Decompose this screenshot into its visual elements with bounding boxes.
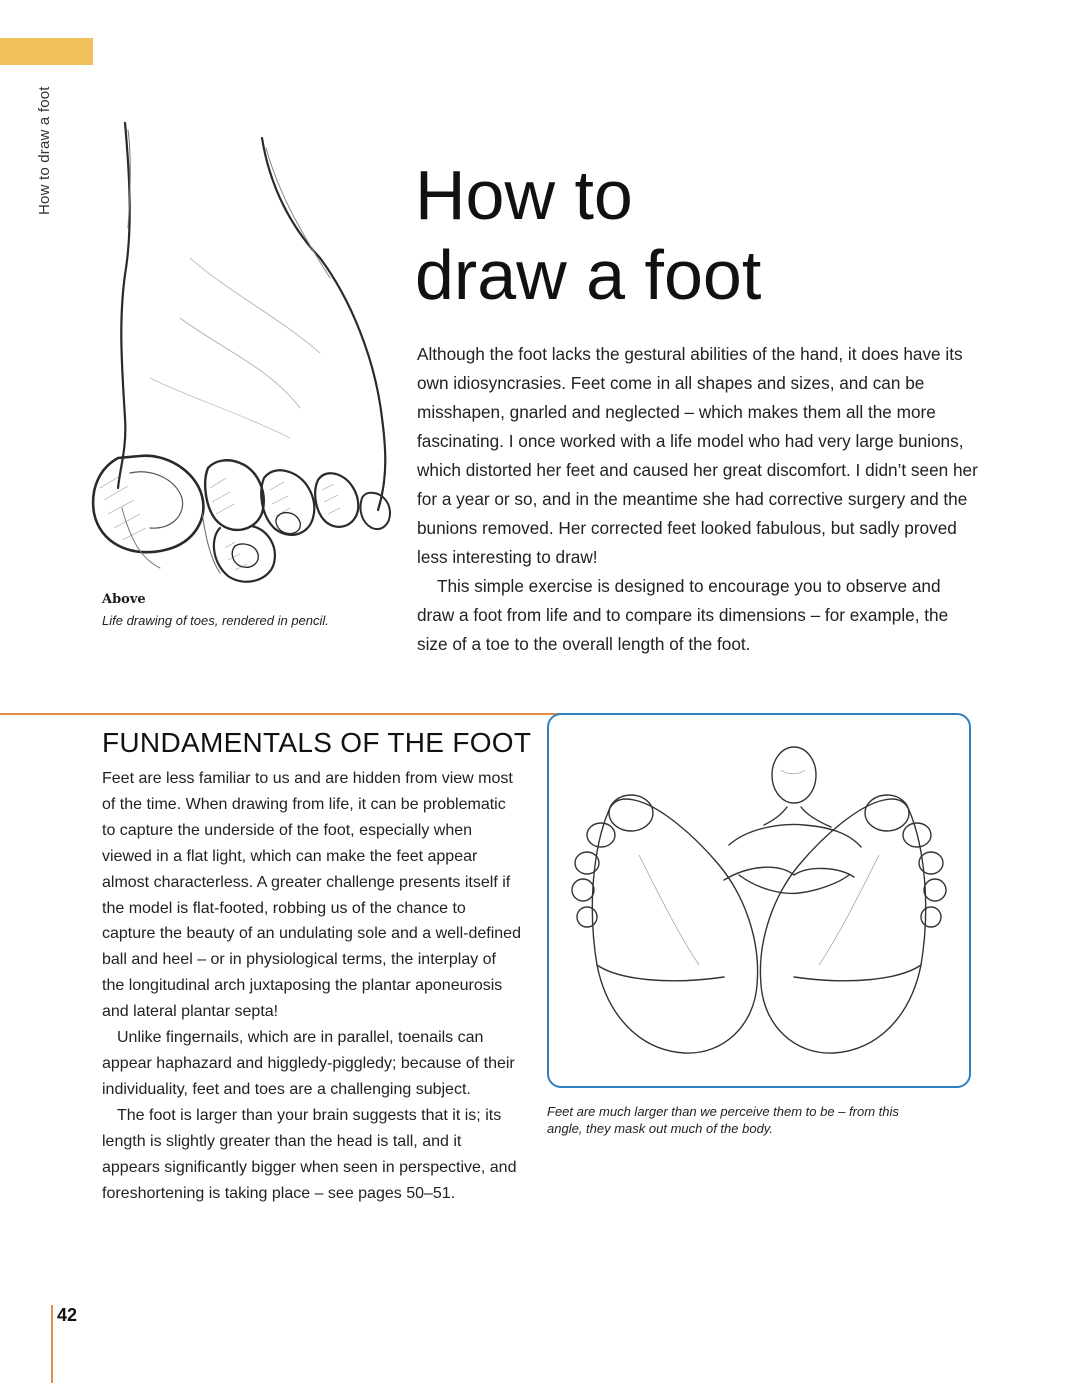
intro-text bbox=[417, 340, 982, 659]
page-number: 42 bbox=[57, 1305, 78, 1325]
figure-caption: Feet are much larger than we perceive them to be – from this angle, they mask out much of the body. bbox=[547, 1104, 899, 1136]
title-line-2: draw a foot bbox=[415, 236, 762, 314]
section-divider bbox=[0, 713, 560, 715]
running-head: How to draw a foot bbox=[36, 86, 53, 215]
feet-illustration-frame bbox=[547, 713, 971, 1088]
intro-paragraph: This simple exercise is designed to encourage you to observe and draw a foot from life and to compare its dimensions – for example, the size of a toe to the overall length of the foot. bbox=[417, 576, 949, 654]
toes-pencil-drawing bbox=[30, 118, 420, 598]
body-paragraph: Feet are less familiar to us and are hidden from view most of the time. When drawing from life, it can be problematic to capture the underside of the foot, especially when viewed in a flat light, which can make the feet appear almost characterless. A greater challenge presents itself if the model is flat-footed, robbing us of the chance to capture the beauty of an undulating sole and a well-defined ball and heel – or in physiological terms, the interplay of the longitudinal arch juxtaposing the plantar aponeurosis and lateral plantar septa! bbox=[102, 770, 521, 1021]
body-paragraph: The foot is larger than your brain suggests that it is; its length is slightly greater than the head is tall, and it appears significantly bigger when seen in perspective, and foreshortening is taking place – see pages 50–51. bbox=[102, 1106, 517, 1202]
page-title bbox=[415, 155, 761, 315]
section-body bbox=[102, 766, 522, 1206]
figure-label: Above bbox=[102, 592, 146, 607]
feet-perspective-drawing bbox=[549, 715, 969, 1086]
chapter-tab bbox=[0, 38, 93, 65]
title-line-1: How to bbox=[415, 156, 633, 234]
page-number-rule bbox=[51, 1305, 53, 1383]
section-heading: FUNDAMENTALS OF THE FOOT bbox=[102, 727, 532, 758]
intro-paragraph: Although the foot lacks the gestural abilities of the hand, it does have its own idiosyncrasies. Feet come in all shapes and sizes, and can be misshapen, gnarled and neglected – which makes them all the more fascinating. I once worked with a life model who had very large bunions, which distorted her feet and caused her great discomfort. I didn’t seen her for a year or so, and in the meantime she had corrective surgery and the bunions removed. Her corrected feet looked fabulous, but sadly proved less interesting to draw! bbox=[417, 344, 978, 567]
body-paragraph: Unlike fingernails, which are in parallel, toenails can appear haphazard and higgledy-piggledy; because of their individuality, feet and toes are a challenging subject. bbox=[102, 1029, 515, 1098]
figure-caption: Life drawing of toes, rendered in pencil. bbox=[102, 613, 329, 628]
